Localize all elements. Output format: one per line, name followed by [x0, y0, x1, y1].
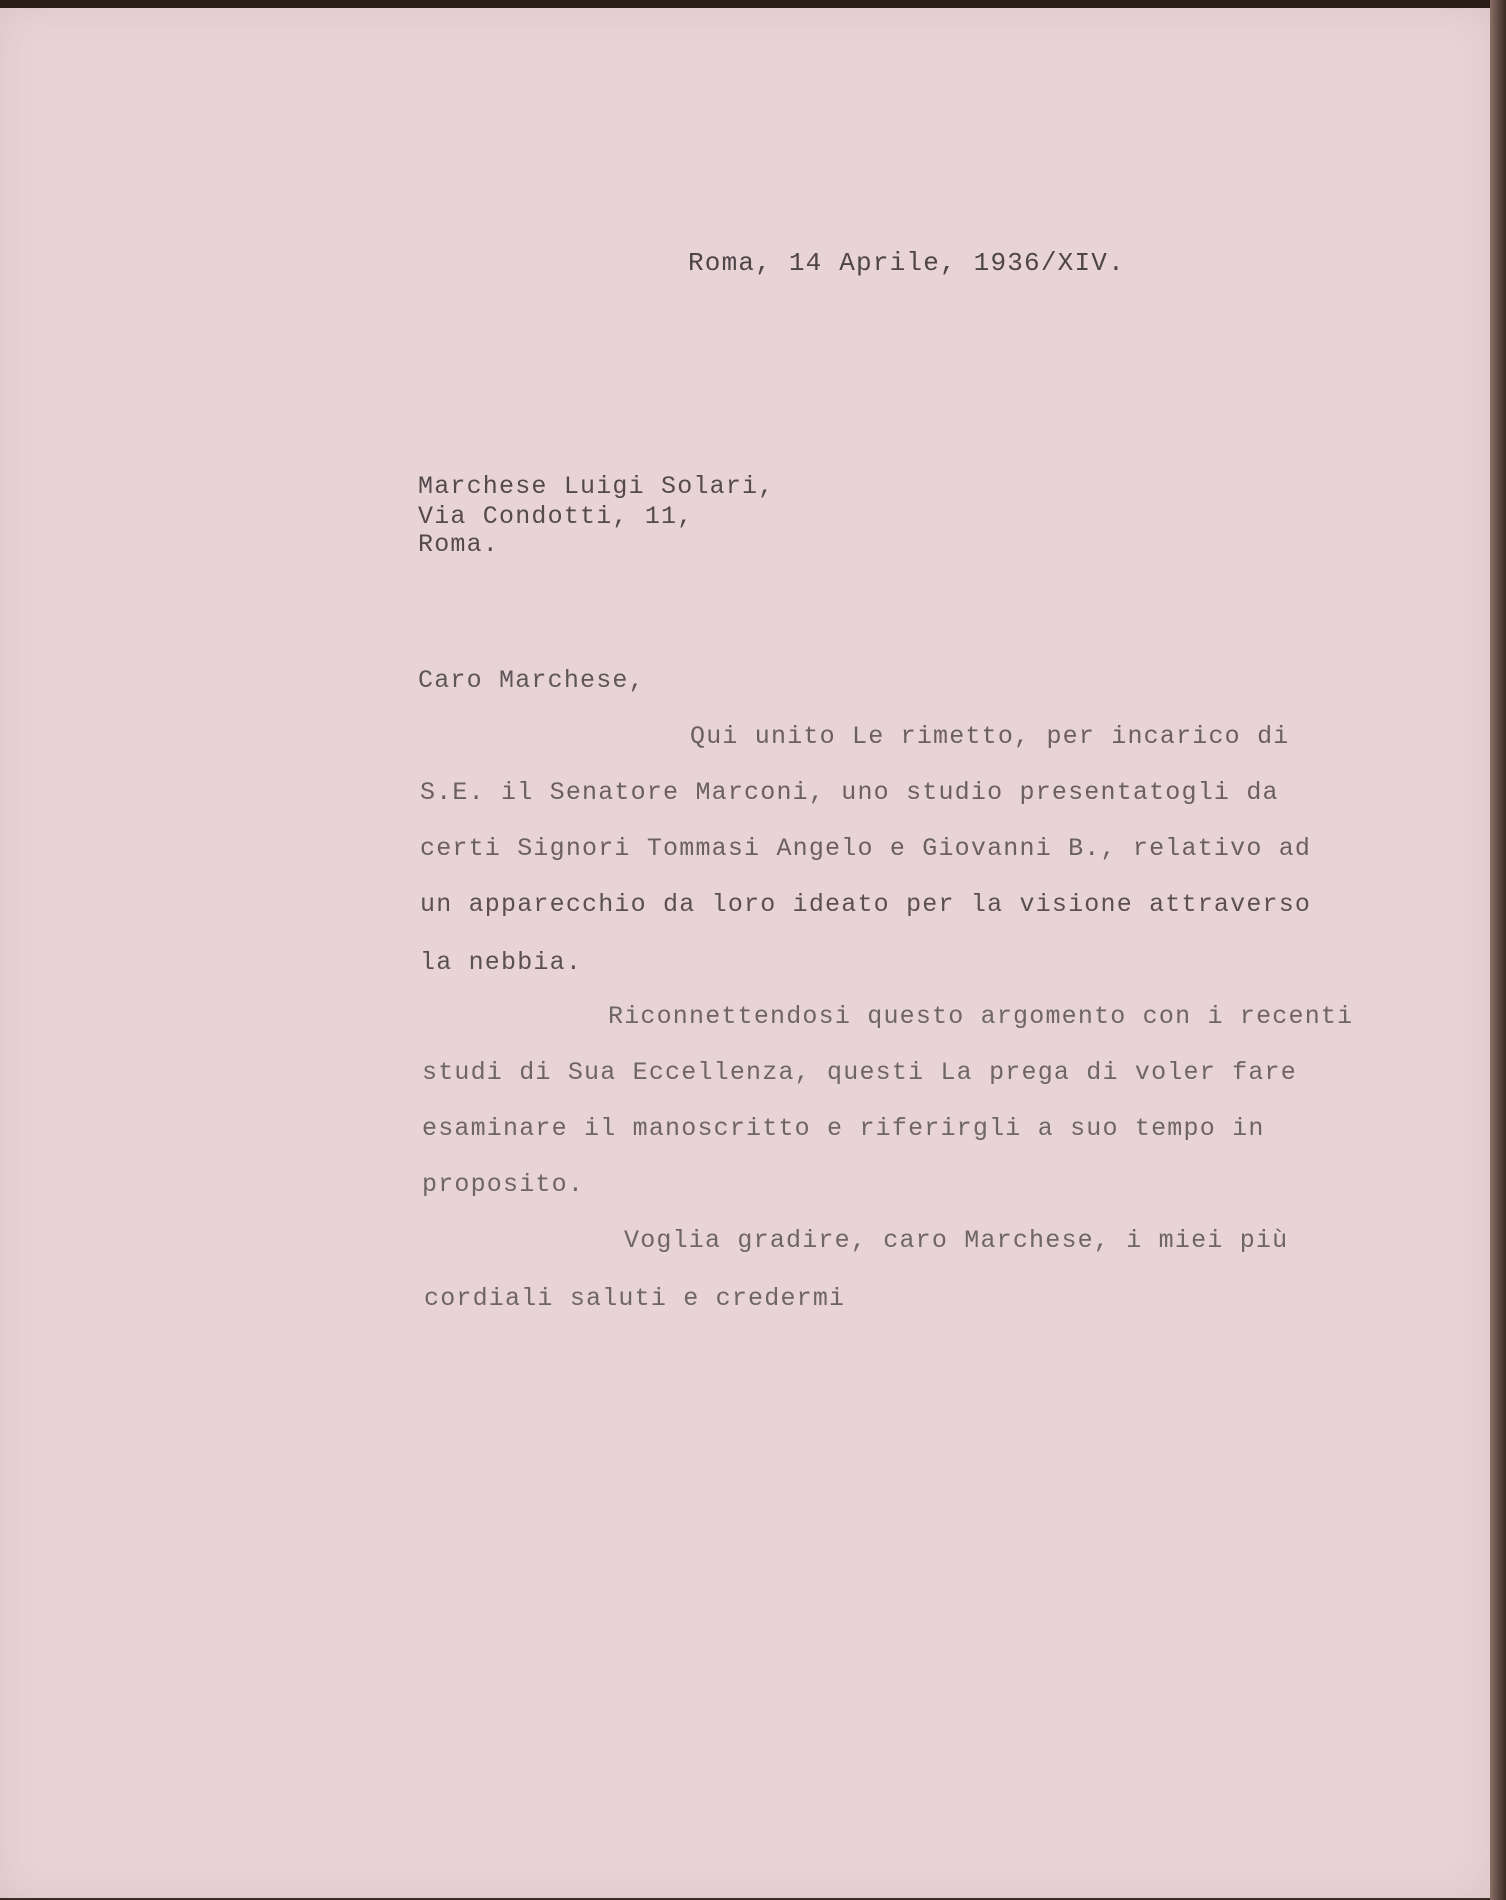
body-line: S.E. il Senatore Marconi, uno studio presentatogli da	[420, 778, 1279, 807]
body-line: cordiali saluti e credermi	[424, 1284, 846, 1313]
recipient-name: Marchese Luigi Solari,	[418, 472, 775, 501]
page-right-edge	[1490, 0, 1506, 1900]
body-line: proposito.	[422, 1170, 585, 1199]
body-line: un apparecchio da loro ideato per la visione attraverso	[420, 890, 1312, 919]
page-top-edge	[0, 0, 1506, 8]
letter-sheet	[0, 8, 1490, 1898]
letter-date: Roma, 14 Aprile, 1936/XIV.	[688, 248, 1125, 278]
recipient-city: Roma.	[418, 530, 500, 559]
body-line: esaminare il manoscritto e riferirgli a suo tempo in	[422, 1114, 1265, 1143]
salutation: Caro Marchese,	[418, 666, 645, 695]
body-line: Voglia gradire, caro Marchese, i miei più	[624, 1226, 1289, 1255]
body-line: certi Signori Tommasi Angelo e Giovanni B., relativo ad	[420, 834, 1312, 863]
body-line: la nebbia.	[420, 948, 583, 977]
body-line: Qui unito Le rimetto, per incarico di	[690, 722, 1290, 751]
recipient-street: Via Condotti, 11,	[418, 502, 694, 531]
body-line: studi di Sua Eccellenza, questi La prega di voler fare	[422, 1058, 1297, 1087]
body-line: Riconnettendosi questo argomento con i recenti	[608, 1002, 1354, 1031]
